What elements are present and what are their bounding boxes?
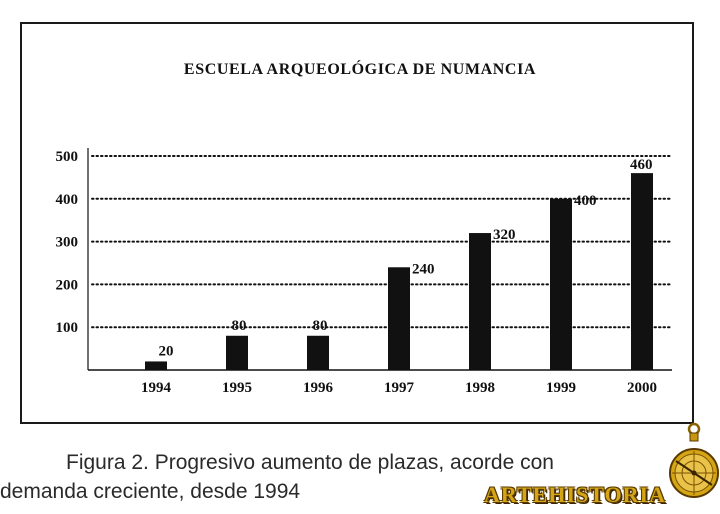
- bar-1997: [388, 267, 410, 370]
- data-label-1996: 80: [312, 317, 328, 334]
- data-label-2000: 460: [630, 157, 653, 174]
- x-tick-label-1995: 1995: [222, 380, 252, 396]
- y-tick-label-100: 100: [55, 320, 78, 337]
- data-label-1997: 240: [412, 261, 435, 278]
- y-tick-label-400: 400: [55, 191, 78, 208]
- x-tick-label-1996: 1996: [303, 380, 333, 396]
- y-tick-label-200: 200: [55, 277, 78, 294]
- logo-wordmark: ARTEHISTORIA: [484, 482, 666, 507]
- bar-2000: [631, 173, 653, 370]
- bar-1996: [307, 336, 329, 370]
- x-tick-label-1998: 1998: [465, 380, 495, 396]
- artehistoria-logo: [484, 421, 720, 514]
- y-tick-label-500: 500: [55, 149, 78, 165]
- bar-1994: [145, 361, 167, 370]
- x-tick-label-2000: 2000: [627, 380, 657, 396]
- x-tick-label-1997: 1997: [384, 380, 414, 396]
- bar-1995: [226, 336, 248, 370]
- data-label-1999: 400: [574, 192, 597, 209]
- x-tick-label-1999: 1999: [546, 380, 576, 396]
- caption-line-1: Figura 2. Progresivo aumento de plazas, acorde con: [66, 451, 554, 474]
- data-label-1995: 80: [231, 317, 247, 334]
- bar-1999: [550, 199, 572, 370]
- chart-title: ESCUELA ARQUEOLÓGICA DE NUMANCIA: [183, 61, 537, 78]
- caption-line-2: demanda creciente, desde 1994: [0, 480, 301, 503]
- y-tick-label-300: 300: [55, 234, 78, 251]
- bar-1998: [469, 233, 491, 370]
- data-label-1998: 320: [493, 227, 516, 244]
- x-tick-label-1994: 1994: [141, 380, 171, 396]
- astrolabe-icon: [668, 421, 720, 514]
- data-label-1994: 20: [158, 343, 174, 360]
